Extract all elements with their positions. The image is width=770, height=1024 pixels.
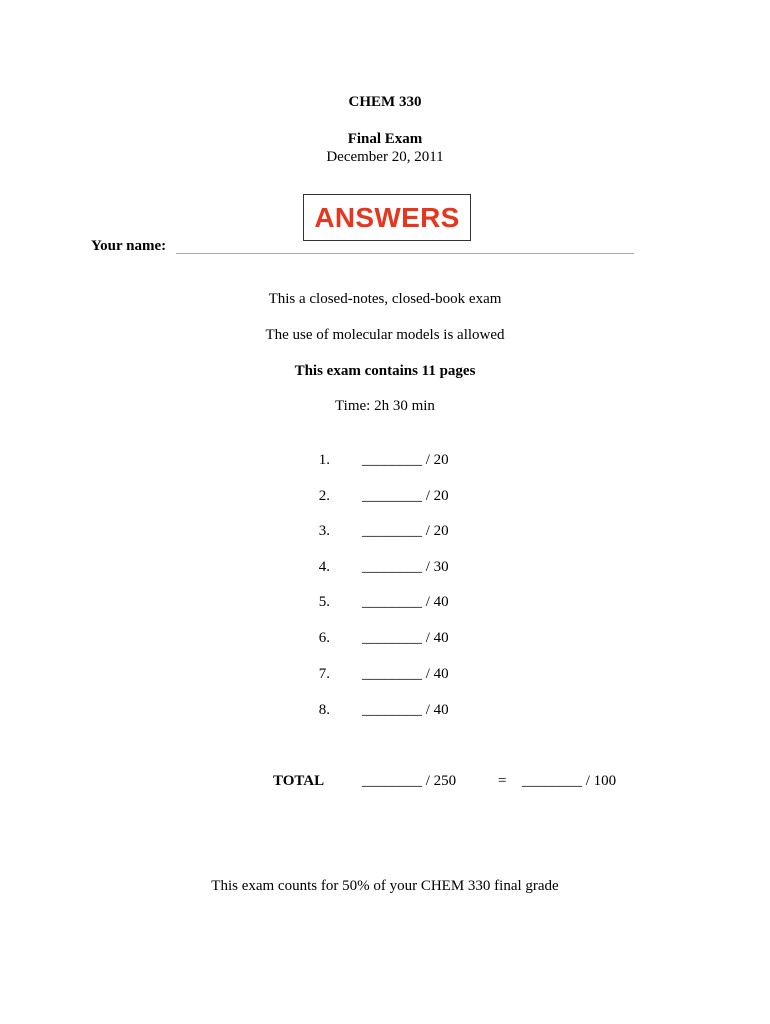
score-row: [0, 630, 770, 650]
instruction-models: The use of molecular models is allowed: [265, 327, 505, 343]
score-blank: ________ / 20: [362, 452, 449, 468]
stamp-text: ANSWERS: [314, 201, 460, 233]
equals-sign: =: [498, 773, 507, 789]
answers-stamp: [303, 194, 471, 241]
question-number: 1.: [318, 452, 330, 468]
instruction-time: Time: 2h 30 min: [335, 398, 435, 414]
question-number: 4.: [318, 559, 330, 575]
scaled-score-blank: ________ / 100: [522, 773, 617, 789]
question-number: 7.: [318, 666, 330, 682]
score-blank: ________ / 40: [362, 594, 449, 610]
score-blank: ________ / 40: [362, 702, 449, 718]
question-number: 2.: [318, 488, 330, 504]
score-row: [0, 488, 770, 508]
score-blank: ________ / 40: [362, 630, 449, 646]
score-row: [0, 559, 770, 579]
instruction-page-count: This exam contains 11 pages: [294, 363, 476, 379]
score-row: [0, 594, 770, 614]
instruction-closed-book: This a closed-notes, closed-book exam: [268, 291, 502, 307]
name-label: Your name:: [91, 238, 167, 254]
score-blank: ________ / 40: [362, 666, 449, 682]
score-row: [0, 452, 770, 472]
grade-weight-note: This exam counts for 50% of your CHEM 330 final grade: [211, 878, 559, 894]
question-number: 5.: [318, 594, 330, 610]
score-blank: ________ / 20: [362, 488, 449, 504]
question-number: 6.: [318, 630, 330, 646]
exam-date: December 20, 2011: [326, 149, 444, 165]
question-number: 3.: [318, 523, 330, 539]
score-blank: ________ / 30: [362, 559, 449, 575]
name-field-line[interactable]: [176, 253, 634, 254]
score-row: [0, 523, 770, 543]
score-row: [0, 666, 770, 686]
question-number: 8.: [318, 702, 330, 718]
total-score-blank: ________ / 250: [362, 773, 457, 789]
score-blank: ________ / 20: [362, 523, 449, 539]
course-title: CHEM 330: [348, 94, 422, 110]
score-row: [0, 702, 770, 722]
total-label: TOTAL: [273, 773, 325, 789]
exam-title: Final Exam: [347, 131, 423, 147]
